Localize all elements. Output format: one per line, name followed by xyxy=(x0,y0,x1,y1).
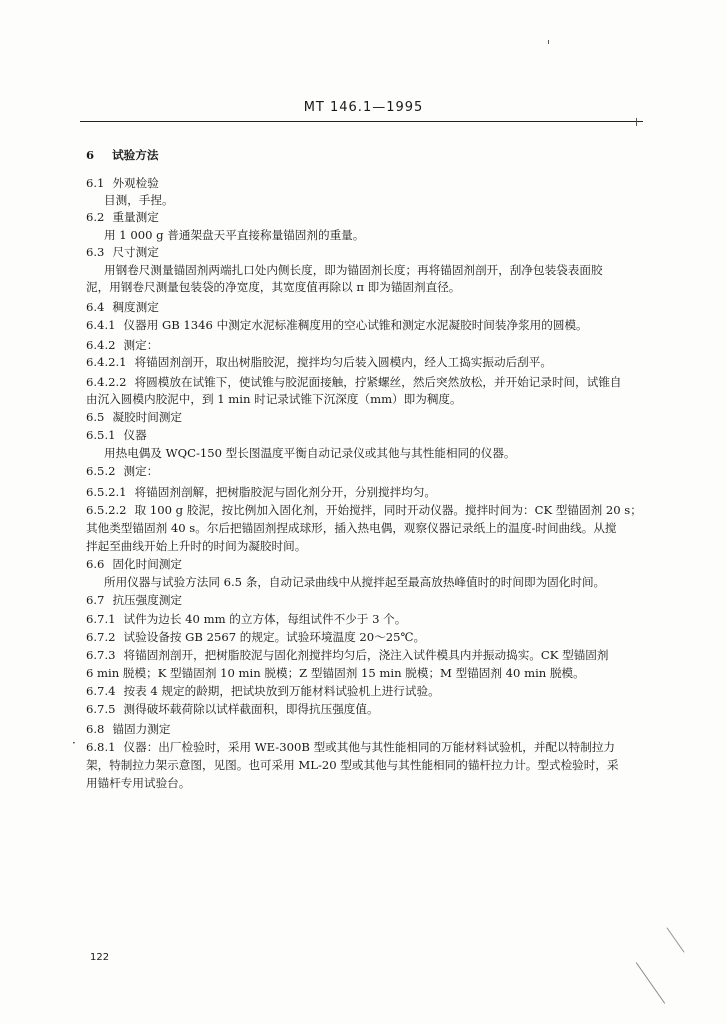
text-line xyxy=(86,392,462,407)
clause-text: 将锚固剂剖开，取出树脂胶泥，搅拌均匀后装入圆模内，经人工捣实振动后刮平。 xyxy=(134,355,552,369)
clause-number: 6.5.1 xyxy=(86,428,116,442)
text-line xyxy=(86,740,615,755)
clause-text: 重量测定 xyxy=(112,210,159,224)
clause-text: 由沉入圆模内胶泥中，到 1 min 时记录试锥下沉深度（mm）即为稠度。 xyxy=(86,392,462,406)
clause-number: 6.5.2 xyxy=(86,464,116,478)
scan-mark xyxy=(636,118,637,126)
text-line xyxy=(104,263,603,278)
clause-text: 试验方法 xyxy=(112,148,159,162)
clause-text: 将锚固剂剖解，把树脂胶泥与固化剂分开，分别搅拌均匀。 xyxy=(134,485,437,499)
clause-number: 6.4 xyxy=(86,300,105,314)
standard-header: MT 146.1—1995 xyxy=(303,100,424,115)
clause-text: 测定： xyxy=(123,338,159,352)
clause-text: 用锚杆专用试验台。 xyxy=(86,776,191,790)
clause-number: 6.7.4 xyxy=(86,684,116,698)
text-line xyxy=(86,593,182,608)
text-line xyxy=(86,355,552,370)
clause-text: 固化时间测定 xyxy=(112,557,183,571)
clause-text: 用热电偶及 WQC-150 型长图温度平衡自动记录仪或其他与其性能相同的仪器。 xyxy=(104,446,516,460)
text-line xyxy=(104,575,605,590)
clause-text: 稠度测定 xyxy=(112,300,159,314)
clause-text: 按表 4 规定的龄期，把试块放到万能材料试验机上进行试验。 xyxy=(123,684,440,698)
header-rule xyxy=(80,121,643,122)
margin-mark: · xyxy=(72,736,76,750)
text-line xyxy=(86,176,159,191)
clause-number: 6.7 xyxy=(86,593,105,607)
text-line xyxy=(86,557,182,572)
clause-text: 取 100 g 胶泥，按比例加入固化剂，开始搅拌，同时开动仪器。搅拌时间为：CK 型锚固剂 20 s； xyxy=(134,503,642,517)
clause-number: 6.4.2.2 xyxy=(86,375,127,389)
text-line xyxy=(86,539,306,554)
clause-number: 6.5 xyxy=(86,410,105,424)
text-line xyxy=(86,375,622,390)
clause-text: 其他类型锚固剂 40 s。尔后把锚固剂捏成球形，插入热电偶，观察仪器记录纸上的温度-时间曲线。从搅 xyxy=(86,521,617,535)
text-line xyxy=(104,446,516,461)
clause-text: 仪器 xyxy=(123,428,147,442)
clause-text: 将锚固剂剖开，把树脂胶泥与固化剂搅拌均匀后，浇注入试件模具内并振动捣实。CK 型锚固剂 xyxy=(123,648,609,662)
text-line xyxy=(86,702,379,717)
text-line xyxy=(86,503,642,518)
clause-text: 仪器：出厂检验时，采用 WE-300B 型或其他与其性能相同的万能材料试验机，并配以特制拉力 xyxy=(123,740,616,754)
page-number: 122 xyxy=(90,952,110,963)
text-line xyxy=(86,612,406,627)
text-line xyxy=(86,300,159,315)
text-line xyxy=(86,521,617,536)
text-line xyxy=(86,758,619,773)
text-line xyxy=(86,280,460,295)
clause-number: 6.7.5 xyxy=(86,702,116,716)
clause-number: 6.4.2 xyxy=(86,338,116,352)
text-line xyxy=(104,228,364,243)
clause-number: 6.5.2.2 xyxy=(86,503,127,517)
text-line xyxy=(86,338,158,353)
text-line xyxy=(86,666,585,681)
clause-text: 将圆模放在试锥下，使试锥与胶泥面接触，拧紧螺丝，然后突然放松，并开始记录时间，试锥自 xyxy=(134,375,622,389)
text-line xyxy=(86,148,158,163)
clause-text: 架，特制拉力架示意图，见图。也可采用 ML-20 型或其他与其性能相同的锚杆拉力计。型式检验时，采 xyxy=(86,758,619,772)
clause-text: 尺寸测定 xyxy=(112,245,159,259)
clause-text: 目测，手捏。 xyxy=(104,193,174,207)
clause-text: 试件为边长 40 mm 的立方体，每组试件不少于 3 个。 xyxy=(123,612,407,626)
text-line xyxy=(86,630,425,645)
clause-number: 6.5.2.1 xyxy=(86,485,127,499)
scan-mark xyxy=(666,927,684,952)
clause-text: 外观检验 xyxy=(112,176,159,190)
clause-number: 6.7.2 xyxy=(86,630,116,644)
clause-number: 6.3 xyxy=(86,245,105,259)
text-line xyxy=(86,428,147,443)
text-line xyxy=(86,464,158,479)
clause-text: 试验设备按 GB 2567 的规定。试验环境温度 20～25℃。 xyxy=(123,630,426,644)
clause-number: 6 xyxy=(86,148,95,162)
clause-text: 仪器用 GB 1346 中测定水泥标准稠度用的空心试锥和测定水泥凝胶时间装净浆用的圆模。 xyxy=(123,318,588,332)
clause-number: 6.8 xyxy=(86,722,105,736)
scan-mark xyxy=(636,962,665,1004)
text-line xyxy=(86,722,170,737)
text-line xyxy=(104,193,174,208)
clause-text: 测定： xyxy=(123,464,159,478)
clause-text: 用钢卷尺测量锚固剂两端扎口处内侧长度，即为锚固剂长度；再将锚固剂剖开，刮净包装袋表面胶 xyxy=(104,263,603,277)
clause-number: 6.4.2.1 xyxy=(86,355,127,369)
clause-text: 抗压强度测定 xyxy=(112,593,183,607)
text-line xyxy=(86,776,190,791)
scan-mark xyxy=(548,40,549,44)
clause-text: 凝胶时间测定 xyxy=(112,410,183,424)
clause-text: 拌起至曲线开始上升时的时间为凝胶时间。 xyxy=(86,539,307,553)
text-line xyxy=(86,410,182,425)
clause-text: 测得破坏载荷除以试样截面积，即得抗压强度值。 xyxy=(123,702,379,716)
clause-number: 6.2 xyxy=(86,210,105,224)
text-line xyxy=(86,684,440,699)
clause-text: 所用仪器与试验方法同 6.5 条，自动记录曲线中从搅拌起至最高放热峰值时的时间即为固化时间。 xyxy=(104,575,606,589)
text-line xyxy=(86,648,608,663)
clause-text: 锚固力测定 xyxy=(112,722,171,736)
clause-text: 用 1 000 g 普通架盘天平直接称量锚固剂的重量。 xyxy=(104,228,365,242)
clause-number: 6.8.1 xyxy=(86,740,116,754)
text-line xyxy=(86,485,436,500)
text-line xyxy=(86,318,588,333)
clause-number: 6.7.1 xyxy=(86,612,116,626)
clause-number: 6.4.1 xyxy=(86,318,116,332)
clause-number: 6.6 xyxy=(86,557,105,571)
clause-text: 泥，用钢卷尺测量包装袋的净宽度，其宽度值再除以 π 即为锚固剂直径。 xyxy=(86,280,461,294)
clause-number: 6.7.3 xyxy=(86,648,116,662)
text-line xyxy=(86,245,159,260)
text-line xyxy=(86,210,159,225)
clause-text: 6 min 脱模；K 型锚固剂 10 min 脱模；Z 型锚固剂 15 min 脱模；M 型锚固剂 40 min 脱模。 xyxy=(86,666,585,680)
clause-number: 6.1 xyxy=(86,176,105,190)
